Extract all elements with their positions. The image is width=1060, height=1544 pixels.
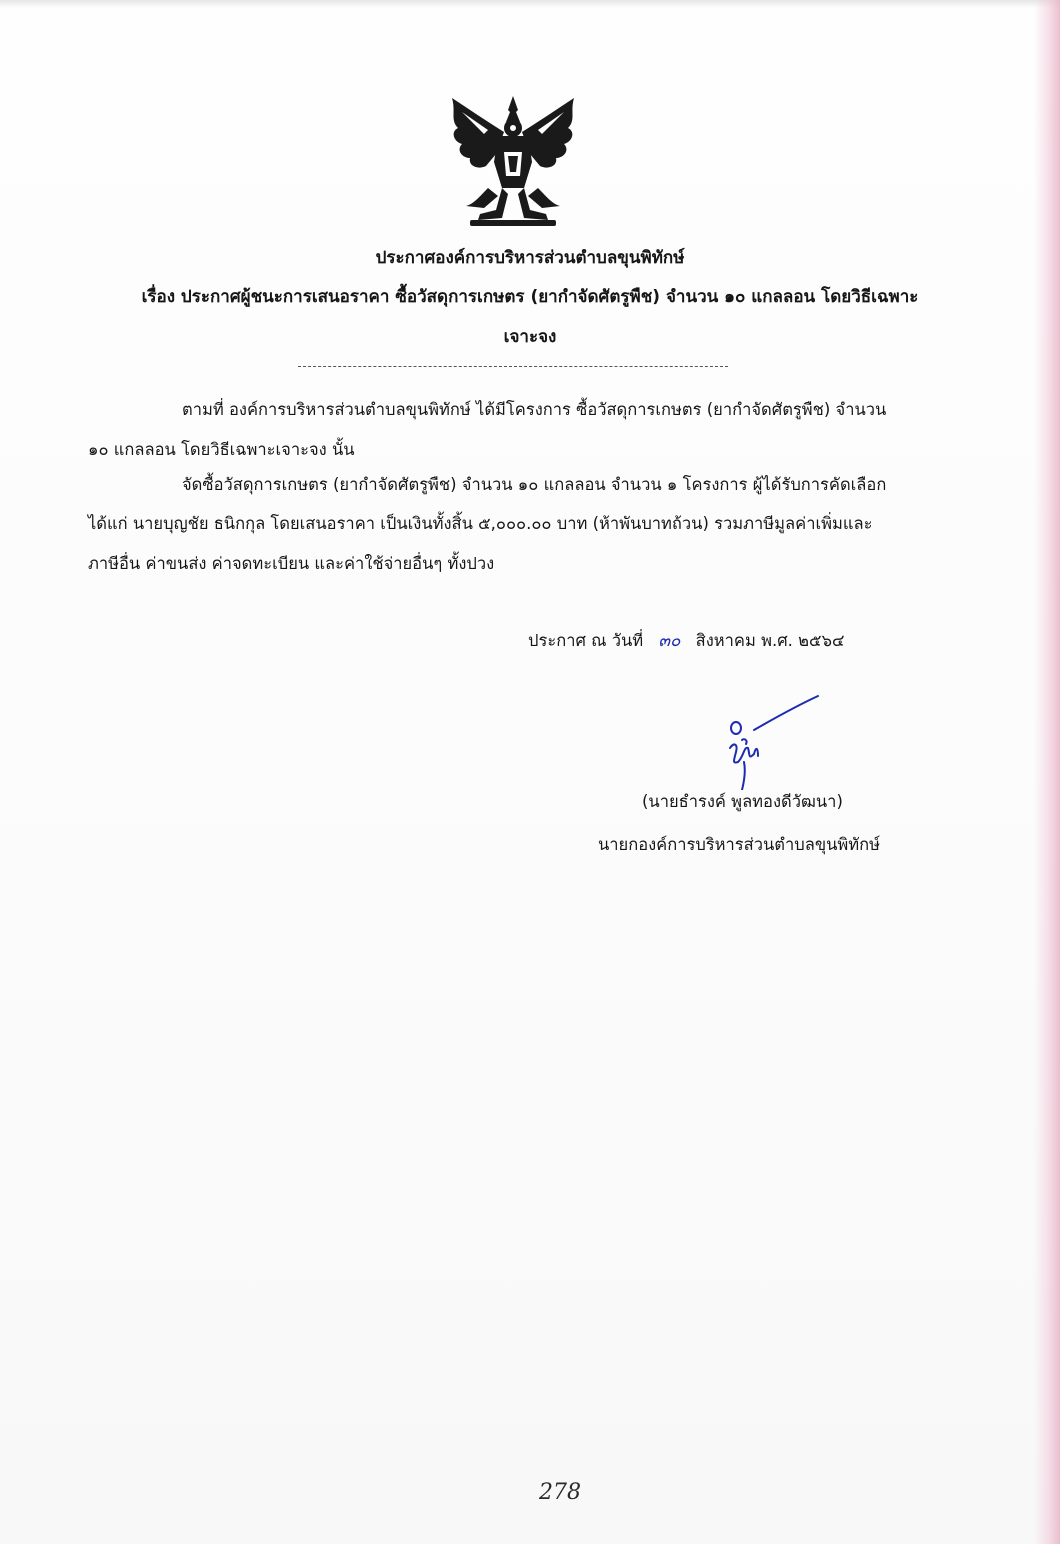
paragraph-1-line-2: ๑๐ แกลลอน โดยวิธีเฉพาะเจาะจง นั้น (88, 440, 355, 459)
paper-top-shadow (0, 0, 1060, 8)
garuda-emblem-icon (440, 92, 586, 230)
signatory-title: นายกองค์การบริหารส่วนตำบลขุนพิทักษ์ (598, 835, 881, 854)
announcement-prefix: ประกาศ ณ วันที่ (528, 631, 644, 650)
paragraph-2-line-3: ภาษีอื่น ค่าขนส่ง ค่าจดทะเบียน และค่าใช้จ่ายอื่นๆ ทั้งปวง (88, 554, 495, 573)
paragraph-2-line-2: ได้แก่ นายบุญชัย ธนิกกุล โดยเสนอราคา เป็นเงินทั้งสิ้น ๕,๐๐๐.๐๐ บาท (ห้าพันบาทถ้วน) รวมภาษีมูลค่าเพิ่มและ (88, 514, 873, 533)
announcement-date (528, 627, 845, 654)
handwritten-day: ๓๐ (658, 631, 681, 651)
paragraph-2-line-1: จัดซื้อวัสดุการเกษตร (ยากำจัดศัตรูพืช) จำนวน ๑๐ แกลลอน จำนวน ๑ โครงการ ผู้ได้รับการคัดเลือก (182, 475, 887, 494)
divider-line (298, 366, 728, 367)
announcement-month-year: สิงหาคม พ.ศ. ๒๕๖๔ (695, 631, 845, 650)
handwritten-page-number: 278 (539, 1480, 581, 1505)
organization-heading: ประกาศองค์การบริหารส่วนตำบลขุนพิทักษ์ (375, 248, 685, 268)
signatory-name: (นายธำรงค์ พูลทองดีวัฒนา) (642, 792, 843, 811)
handwritten-signature-icon (718, 690, 828, 790)
paper-right-edge (1034, 0, 1060, 1544)
paragraph-1-line-1: ตามที่ องค์การบริหารส่วนตำบลขุนพิทักษ์ ได้มีโครงการ ซื้อวัสดุการเกษตร (ยากำจัดศัตรูพืช) จำนวน (182, 400, 887, 419)
subject-line-2: เจาะจง (503, 327, 557, 347)
subject-line-1: เรื่อง ประกาศผู้ชนะการเสนอราคา ซื้อวัสดุการเกษตร (ยากำจัดศัตรูพืช) จำนวน ๑๐ แกลลอน โดยวิธีเฉพาะ (141, 287, 919, 307)
